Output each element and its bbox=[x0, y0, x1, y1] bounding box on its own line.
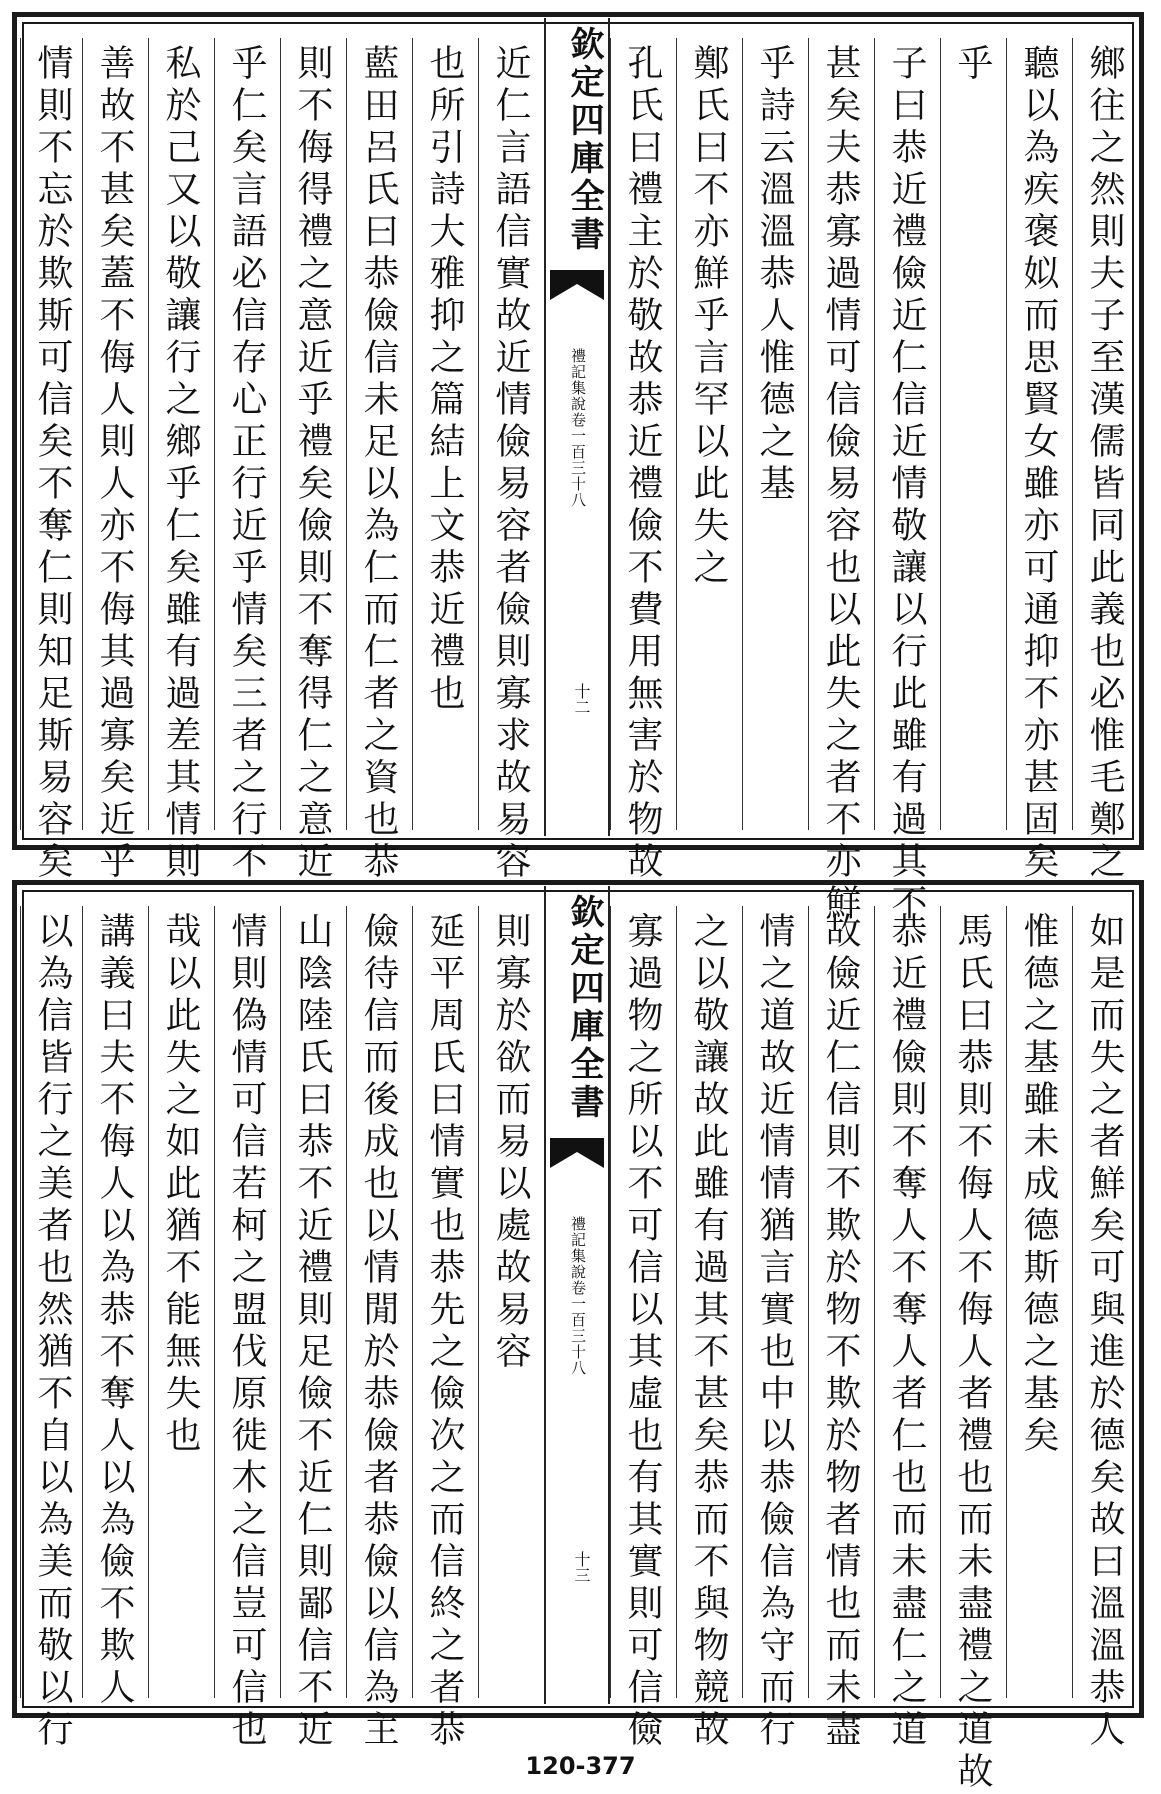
column-text: 寡過物之所以不可信以其虛也有其實則可信儉 bbox=[622, 912, 663, 1752]
text-column bbox=[214, 906, 280, 1752]
center-fold-column bbox=[544, 18, 610, 836]
column-text: 之以敬讓故此雖有過其不甚矣恭而不與物競故 bbox=[688, 912, 729, 1752]
text-column bbox=[874, 906, 940, 1752]
column-text: 善故不甚矣蓋不侮人則人亦不侮其過寡矣近乎 bbox=[94, 44, 135, 884]
text-column bbox=[20, 38, 82, 884]
text-column bbox=[610, 906, 676, 1752]
column-text: 也所引詩大雅抑之篇結上文恭近禮也 bbox=[424, 44, 465, 716]
column-text: 孔氏曰禮主於敬故恭近禮儉不費用無害於物故 bbox=[622, 44, 663, 884]
column-text: 哉以此失之如此猶不能無失也 bbox=[160, 912, 201, 1458]
column-text: 私於己又以敬讓行之鄉乎仁矣雖有過差其情則 bbox=[160, 44, 201, 884]
column-text: 乎詩云溫溫恭人惟德之基 bbox=[754, 44, 795, 506]
text-column bbox=[808, 906, 874, 1752]
column-text: 以為信皆行之美者也然猶不自以為美而敬以行 bbox=[32, 912, 73, 1752]
text-column bbox=[346, 38, 412, 884]
text-column bbox=[742, 38, 808, 830]
column-text: 講義曰夫不侮人以為恭不奪人以為儉不欺人 bbox=[94, 912, 135, 1710]
text-column bbox=[940, 906, 1006, 1794]
volume-label: 禮記集說卷一百三十八 bbox=[569, 1216, 587, 1376]
text-column bbox=[148, 906, 214, 1698]
text-column bbox=[610, 38, 676, 884]
volume-label: 禮記集說卷一百三十八 bbox=[569, 348, 587, 508]
column-text: 情之道故近情情猶言實也中以恭儉信為守而行 bbox=[754, 912, 795, 1752]
text-column bbox=[412, 38, 478, 830]
column-text: 乎 bbox=[952, 44, 993, 86]
fishtail-mark-icon bbox=[550, 270, 604, 318]
text-column bbox=[280, 38, 346, 884]
column-text: 則不侮得禮之意近乎禮矣儉則不奪得仁之意近 bbox=[292, 44, 333, 884]
text-column bbox=[676, 906, 742, 1752]
text-column bbox=[478, 906, 544, 1698]
text-column bbox=[1006, 38, 1072, 884]
column-text: 子曰恭近禮儉近仁信近情敬讓以行此雖有過其不 bbox=[886, 44, 927, 926]
column-text: 甚矣夫恭寡過情可信儉易容也以此失之者不亦鮮 bbox=[820, 44, 861, 926]
column-text: 儉待信而後成也以情閒於恭儉者恭儉以信為主 bbox=[358, 912, 399, 1752]
page-number: 十三 bbox=[572, 1551, 591, 1583]
column-text: 故儉近仁信則不欺於物不欺於物者情也而未盡 bbox=[820, 912, 861, 1752]
page-number: 十二 bbox=[572, 683, 591, 715]
column-text: 延平周氏曰情實也恭先之儉次之而信終之者恭 bbox=[424, 912, 465, 1752]
text-column bbox=[280, 906, 346, 1752]
column-text: 近仁言語信實故近情儉易容者儉則寡求故易容 bbox=[490, 44, 531, 884]
text-column bbox=[412, 906, 478, 1752]
text-column bbox=[1072, 906, 1138, 1752]
column-text: 則寡於欲而易以處故易容 bbox=[490, 912, 531, 1374]
text-column bbox=[214, 38, 280, 884]
text-column bbox=[20, 906, 82, 1752]
text-column bbox=[808, 38, 874, 926]
column-text: 乎仁矣言語必信存心正行近乎情矣三者之行不 bbox=[226, 44, 267, 884]
text-column bbox=[742, 906, 808, 1752]
center-fold-column bbox=[544, 886, 610, 1704]
text-column bbox=[676, 38, 742, 830]
text-column bbox=[1072, 38, 1138, 884]
fishtail-mark-icon bbox=[550, 1138, 604, 1186]
text-column bbox=[940, 38, 1006, 830]
column-text: 山陰陸氏曰恭不近禮則足儉不近仁則鄙信不近 bbox=[292, 912, 333, 1752]
text-column bbox=[346, 906, 412, 1752]
column-text: 如是而失之者鮮矣可與進於德矣故曰溫溫恭人 bbox=[1084, 912, 1125, 1752]
text-column bbox=[82, 906, 148, 1710]
text-column bbox=[478, 38, 544, 884]
book-title: 欽定四庫全書 bbox=[564, 894, 604, 1122]
column-text: 聽以為疾褒姒而思賢女雖亦可通抑不亦甚固矣 bbox=[1018, 44, 1059, 884]
column-text: 惟德之基雖未成德斯德之基矣 bbox=[1018, 912, 1059, 1458]
column-text: 藍田呂氏曰恭儉信未足以為仁而仁者之資也恭 bbox=[358, 44, 399, 884]
column-text: 情則偽情可信若柯之盟伐原徙木之信豈可信也 bbox=[226, 912, 267, 1752]
column-text: 情則不忘於欺斯可信矣不奪仁則知足斯易容矣 bbox=[32, 44, 73, 884]
page-footer-number: 120-377 bbox=[525, 1752, 636, 1780]
text-column bbox=[1006, 906, 1072, 1698]
column-text: 馬氏曰恭則不侮人不侮人者禮也而未盡禮之道故 bbox=[952, 912, 993, 1794]
book-title: 欽定四庫全書 bbox=[564, 26, 604, 254]
text-column bbox=[874, 38, 940, 926]
column-text: 恭近禮儉則不奪人不奪人者仁也而未盡仁之道 bbox=[886, 912, 927, 1752]
column-text: 鄉往之然則夫子至漢儒皆同此義也必惟毛鄭之 bbox=[1084, 44, 1125, 884]
column-text: 鄭氏曰不亦鮮乎言罕以此失之 bbox=[688, 44, 729, 590]
text-column bbox=[82, 38, 148, 884]
text-column bbox=[148, 38, 214, 884]
